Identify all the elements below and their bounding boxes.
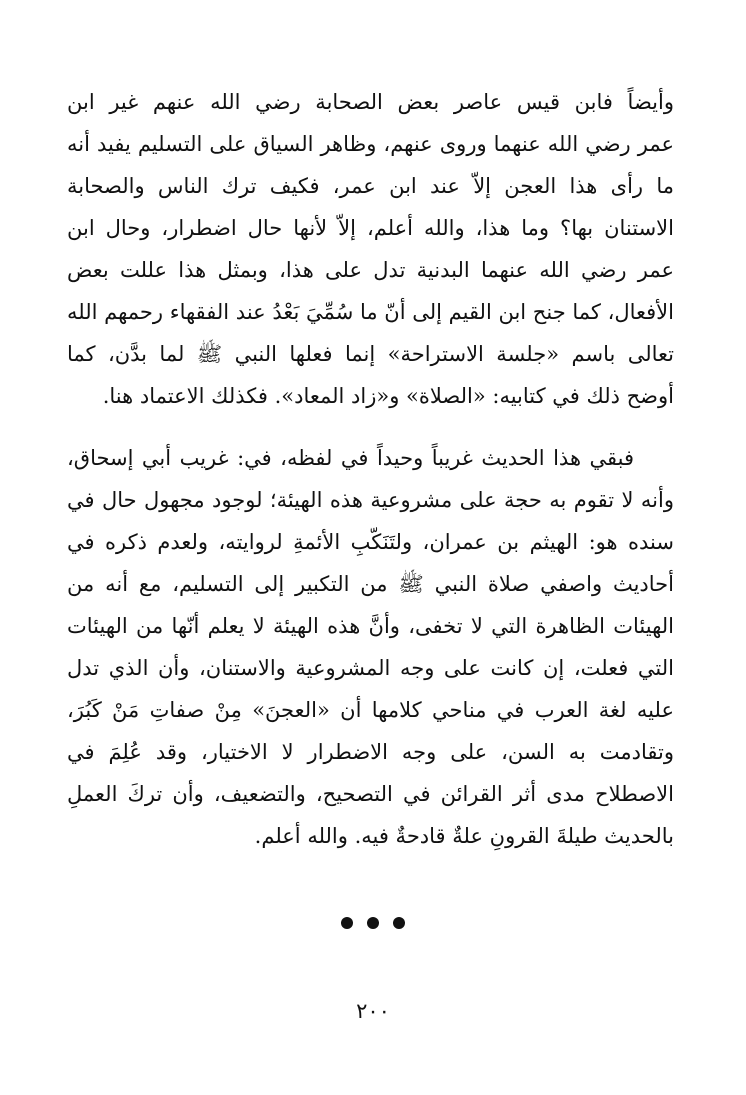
- paragraph-1-line-4: الاستنان بها؟ وما هذا، والله أعلم، إلاّ لأنها حال اضطرار، وحال ابن: [67, 216, 674, 240]
- paragraph-1-line-2: عمر رضي الله عنهما وروى عنهم، وظاهر السياق على التسليم يفيد أنه: [67, 132, 674, 156]
- paragraph-2-line-9: الاصطلاح مدى أثر القرائن في التصحيح، والتضعيف، وأن تركَ العملِ: [67, 782, 674, 806]
- paragraph-2-line-4: أحاديث واصفي صلاة النبي ﷺ من التكبير إلى التسليم، مع أنه من: [67, 572, 674, 596]
- paragraph-1-line-6: الأفعال، كما جنح ابن القيم إلى أنّ ما سُمِّيَ بَعْدُ عند الفقهاء رحمهم الله: [67, 300, 674, 324]
- paragraph-1-line-5: عمر رضي الله عنهما البدنية تدل على هذا، وبمثل هذا عللت بعض: [67, 258, 674, 282]
- separator-dot: [367, 917, 379, 929]
- paragraph-2-line-3: سنده هو: الهيثم بن عمران، ولتَنَكُّبِ الأئمةِ لروايته، ولعدم ذكره في: [67, 530, 674, 554]
- paragraph-2-line-6: التي فعلت، إن كانت على وجه المشروعية والاستنان، وأن الذي تدل: [67, 656, 674, 680]
- paragraph-2-line-2: وأنه لا تقوم به حجة على مشروعية هذه الهيئة؛ لوجود مجهول حال في: [67, 488, 674, 512]
- paragraph-1-line-1: وأيضاً فابن قيس عاصر بعض الصحابة رضي الله عنهم غير ابن: [67, 90, 674, 114]
- separator-dot: [393, 917, 405, 929]
- separator-dot: [341, 917, 353, 929]
- paragraph-2-line-10: بالحديث طيلةَ القرونِ علةٌ قادحةٌ فيه. والله أعلم.: [254, 824, 674, 848]
- paragraph-2-line-1: فبقي هذا الحديث غريباً وحيداً في لفظه، في: غريب أبي إسحاق،: [67, 446, 634, 470]
- page-number: ٢٠٠: [356, 999, 390, 1023]
- paragraph-2-line-8: وتقادمت به السن، على وجه الاضطرار لا الاختيار، وقد عُلِمَ في: [67, 740, 674, 764]
- paragraph-2-line-5: الهيئات الظاهرة التي لا تخفى، وأنَّ هذه الهيئة لا يعلم أنّها من الهيئات: [67, 614, 674, 638]
- section-separator: [0, 914, 746, 933]
- paragraph-1-line-8: أوضح ذلك في كتابيه: «الصلاة» و«زاد المعاد». فكذلك الاعتماد هنا.: [102, 384, 674, 408]
- paragraph-2-line-7: عليه لغة العرب في مناحي كلامها أن «العجنَ» مِنْ صفاتِ مَنْ كَبُرَ،: [67, 698, 674, 722]
- paragraph-1-line-7: تعالى باسم «جلسة الاستراحة» إنما فعلها النبي ﷺ لما بدَّن، كما: [67, 342, 674, 366]
- paragraph-1-line-3: ما رأى هذا العجن إلاّ عند ابن عمر، فكيف ترك الناس والصحابة: [67, 174, 674, 198]
